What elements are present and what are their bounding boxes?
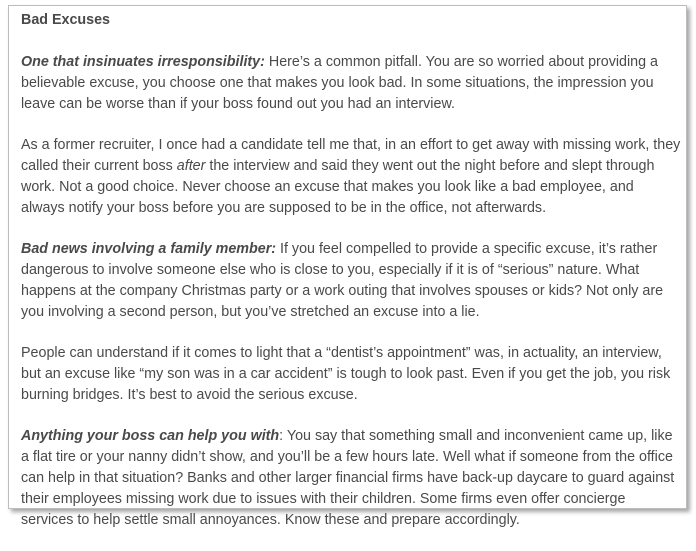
article-content (21, 10, 681, 551)
paragraph-boss-can-help (21, 426, 681, 531)
paragraph-text: Here’s a common pitfall. You are so worried about providing a believable excuse, you choose one that makes you look bad. In some situations, the impression you leave can be worse than if your boss found out you had an interview. (21, 54, 659, 112)
paragraph-family-member (21, 239, 681, 323)
article-heading: Bad Excuses (21, 12, 111, 28)
lead-colon: : (271, 241, 277, 257)
paragraph-text: You say that something small and inconvenient came up, like a flat tire or your nanny didn’t show, and you’ll be a few hours late. Well what if someone from the office can help in that situation? Banks and other larger financial firms have back-up daycare to guard against their employees missing work due to issues with their children. Some firms even offer concierge services to help settle small annoyances. Know these and prepare accordingly. (21, 428, 675, 528)
paragraph-serious-excuse (21, 343, 681, 406)
paragraph-recruiter-story (21, 135, 681, 219)
article-frame (8, 5, 687, 528)
emphasis-after: after (176, 158, 206, 174)
paragraph-lead: One that insinuates irresponsibility (21, 54, 261, 70)
paragraph-lead: Anything your boss can help you with (21, 428, 280, 444)
paragraph-text-after: the interview and said they went out the night before and slept through work. Not a good choice. Never choose an excuse that makes you look like a bad employee, and always notify your boss before you are supposed to be in the office, not afterwards. (21, 158, 655, 216)
paragraph-text: If you feel compelled to provide a specific excuse, it’s rather dangerous to involve someone else who is close to you, especially if it is of “serious” nature. What happens at the company Christmas party or a work outing that involves spouses or kids? Not only are you involving a second person, but you’ve stretched an excuse into a lie. (21, 241, 664, 320)
paragraph-lead: Bad news involving a family member (21, 241, 272, 257)
lead-colon: : (260, 54, 265, 70)
paragraph-irresponsibility (21, 52, 681, 115)
paragraph-text: People can understand if it comes to light that a “dentist’s appointment” was, in actuality, an interview, but an excuse like “my son was in a car accident” is tough to look past. Even if you get the job, you risk burning bridges. It’s best to avoid the serious excuse. (21, 345, 671, 403)
paragraph-text-before: As a former recruiter, I once had a candidate tell me that, in an effort to get away with missing work, they called their current boss (21, 137, 681, 174)
lead-colon: : (279, 428, 284, 444)
